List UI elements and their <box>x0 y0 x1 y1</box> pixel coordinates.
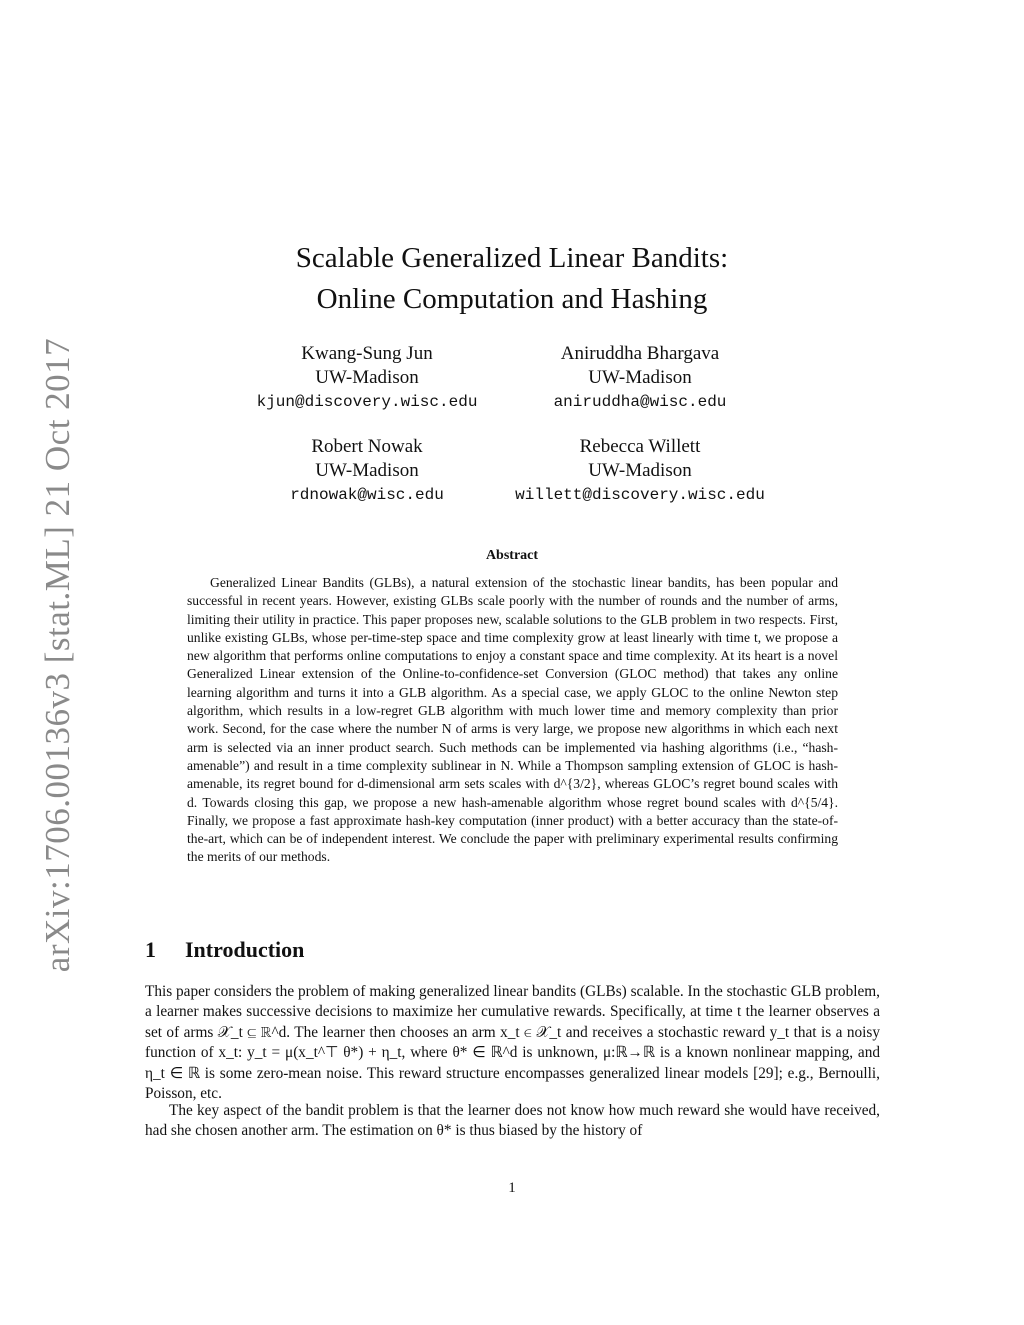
author-email[interactable]: kjun@discovery.wisc.edu <box>256 393 478 411</box>
author-name: Aniruddha Bhargava <box>560 343 720 364</box>
author-email[interactable]: rdnowak@wisc.edu <box>290 486 444 504</box>
arxiv-stamp: arXiv:1706.00136v3 [stat.ML] 21 Oct 2017 <box>38 337 77 973</box>
author-affiliation: UW-Madison <box>315 367 419 388</box>
title-line-2: Online Computation and Hashing <box>316 283 708 315</box>
author-name: Robert Nowak <box>311 436 423 457</box>
author-affiliation: UW-Madison <box>315 460 419 481</box>
paper-title <box>0 238 1024 320</box>
abstract-text: Generalized Linear Bandits (GLBs), a natural extension of the stochastic linear bandits, has been popular and successful in recent years. However, existing GLBs scale poorly with the number of rounds and the number of arms, limiting their utility in practice. This paper proposes new, scalable solutions to the GLB problem in two respects. First, unlike existing GLBs, whose per-time-step space and time complexity grow at least linearly with time t, we propose a new algorithm that performs online computations to enjoy a constant space and time complexity. At its heart is a novel Generalized Linear extension of the Online-to-confidence-set Conversion (GLOC method) that takes any online learning algorithm and turns it into a GLB algorithm. As a special case, we apply GLOC to the online Newton step algorithm, which results in a low-regret GLB algorithm with much lower time and memory complexity than prior work. Second, for the case where the number N of arms is very large, we propose new algorithms in which each next arm is selected via an inner product search. Such methods can be implemented via hashing algorithms (i.e., “hash-amenable”) and result in a time complexity sublinear in N. While a Thompson sampling extension of GLOC is hash-amenable, its regret bound for d-dimensional arm sets scales with d^{3/2}, whereas GLOC’s regret bound scales with d. Towards closing this gap, we propose a new hash-amenable algorithm whose regret bound scales with d^{5/4}. Finally, we propose a fast approximate hash-key computation (inner product) with a better accuracy than the state-of-the-art, which can be of independent interest. We conclude the paper with preliminary experimental results confirming the merits of our methods. <box>187 575 838 865</box>
author-name: Kwang-Sung Jun <box>301 343 433 364</box>
section-heading <box>145 937 304 963</box>
author-block <box>460 342 820 414</box>
author-affiliation: UW-Madison <box>588 460 692 481</box>
intro-paragraph: This paper considers the problem of making generalized linear bandits (GLBs) scalable. In the stochastic GLB problem, a learner makes successive decisions to maximize her cumulative rewards. Specifically, at time t the learner observes a set of arms 𝒳_t ⊆ ℝ^d. The learner then chooses an arm x_t ∈ 𝒳_t and receives a stochastic reward y_t that is a noisy function of x_t: y_t = μ(x_t^⊤ θ*) + η_t, where θ* ∈ ℝ^d is unknown, μ:ℝ→ℝ is a known nonlinear mapping, and η_t ∈ ℝ is some zero-mean noise. This reward structure encompasses generalized linear models [29]; e.g., Bernoulli, Poisson, etc. <box>145 983 880 1103</box>
section-title: Introduction <box>185 937 305 962</box>
author-email[interactable]: willett@discovery.wisc.edu <box>515 486 765 504</box>
author-block <box>460 435 820 507</box>
intro-paragraph: The key aspect of the bandit problem is that the learner does not know how much reward she would have received, had she chosen another arm. The estimation on θ* is thus biased by the history of <box>145 1102 880 1140</box>
abstract-heading: Abstract <box>485 548 539 563</box>
author-email[interactable]: aniruddha@wisc.edu <box>553 393 727 411</box>
author-affiliation: UW-Madison <box>588 367 692 388</box>
section-number: 1 <box>145 937 156 962</box>
title-line-1: Scalable Generalized Linear Bandits: <box>295 242 729 274</box>
author-name: Rebecca Willett <box>579 436 701 457</box>
page-number: 1 <box>508 1180 516 1196</box>
